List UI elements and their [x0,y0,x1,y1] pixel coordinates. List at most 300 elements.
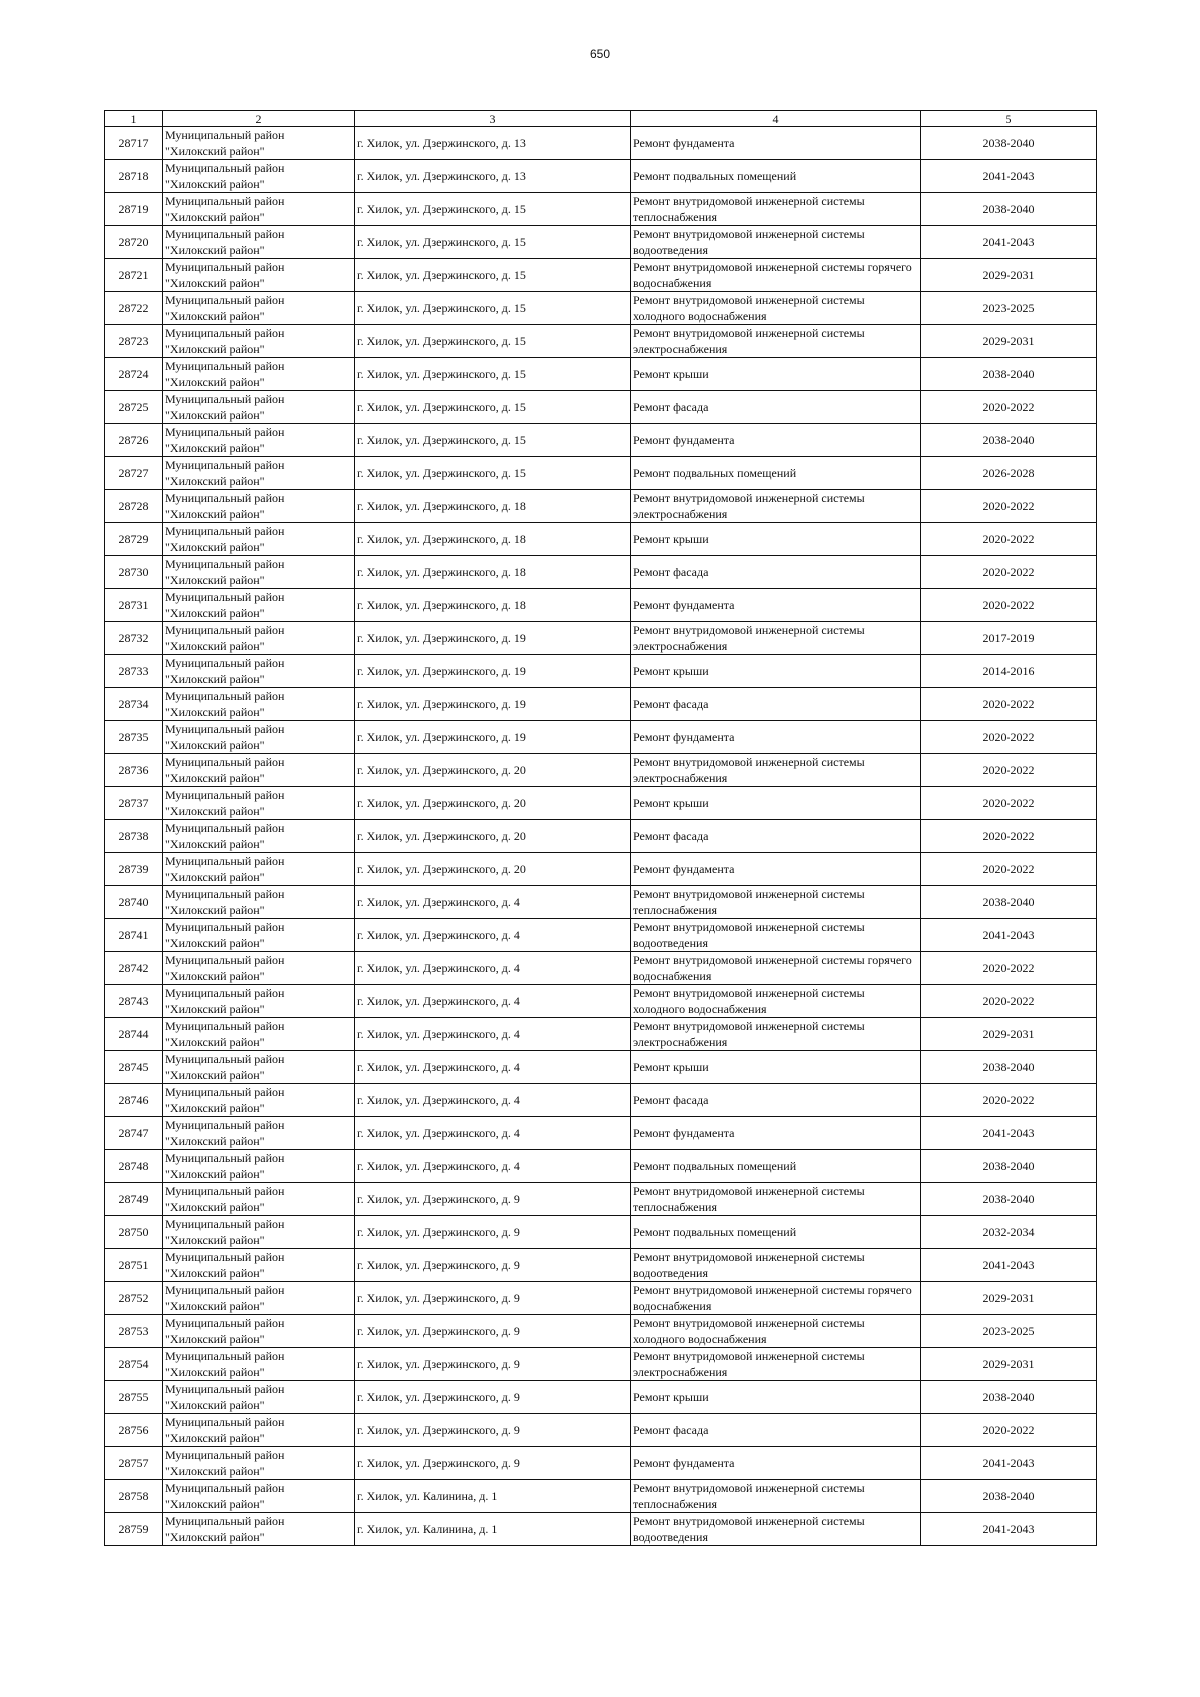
municipality-line-2: "Хилокский район" [165,1497,265,1511]
period-cell: 2014-2016 [921,655,1097,688]
period-cell: 2038-2040 [921,424,1097,457]
municipality-line-2: "Хилокский район" [165,1365,265,1379]
row-number-cell: 28735 [105,721,163,754]
municipality-line-2: "Хилокский район" [165,672,265,686]
municipality-cell [163,1348,355,1381]
work-type-cell: Ремонт внутридомовой инженерной системы водоотведения [631,919,921,952]
table-row [105,1018,1097,1051]
municipality-line-2: "Хилокский район" [165,1167,265,1181]
row-number-cell: 28730 [105,556,163,589]
municipality-cell [163,1216,355,1249]
address-cell: г. Хилок, ул. Калинина, д. 1 [355,1513,631,1546]
table-row [105,1447,1097,1480]
period-cell: 2041-2043 [921,919,1097,952]
row-number-cell: 28737 [105,787,163,820]
address-cell: г. Хилок, ул. Дзержинского, д. 19 [355,721,631,754]
row-number-cell: 28729 [105,523,163,556]
work-type-cell: Ремонт внутридомовой инженерной системы электроснабжения [631,490,921,523]
address-cell: г. Хилок, ул. Дзержинского, д. 4 [355,1084,631,1117]
work-type-cell: Ремонт фундамента [631,589,921,622]
row-number-cell: 28755 [105,1381,163,1414]
table-row [105,193,1097,226]
row-number-cell: 28725 [105,391,163,424]
municipality-line-2: "Хилокский район" [165,1002,265,1016]
municipality-line-1: Муниципальный район [165,1085,285,1099]
municipality-line-2: "Хилокский район" [165,837,265,851]
row-number-cell: 28722 [105,292,163,325]
municipality-line-2: "Хилокский район" [165,606,265,620]
municipality-cell [163,358,355,391]
address-cell: г. Хилок, ул. Дзержинского, д. 9 [355,1183,631,1216]
municipality-line-2: "Хилокский район" [165,804,265,818]
work-type-cell: Ремонт внутридомовой инженерной системы электроснабжения [631,325,921,358]
row-number-cell: 28733 [105,655,163,688]
row-number-cell: 28751 [105,1249,163,1282]
period-cell: 2041-2043 [921,1117,1097,1150]
period-cell: 2038-2040 [921,1051,1097,1084]
municipality-cell [163,226,355,259]
row-number-cell: 28720 [105,226,163,259]
municipality-cell [163,523,355,556]
table-row [105,292,1097,325]
municipality-line-2: "Хилокский район" [165,705,265,719]
work-type-cell: Ремонт фасада [631,556,921,589]
municipality-cell [163,1018,355,1051]
municipality-line-1: Муниципальный район [165,491,285,505]
period-cell: 2038-2040 [921,358,1097,391]
work-type-cell: Ремонт фасада [631,688,921,721]
municipality-cell [163,556,355,589]
address-cell: г. Хилок, ул. Дзержинского, д. 9 [355,1348,631,1381]
work-type-cell: Ремонт внутридомовой инженерной системы теплоснабжения [631,886,921,919]
municipality-cell [163,688,355,721]
table-row [105,556,1097,589]
municipality-cell [163,952,355,985]
period-cell: 2029-2031 [921,1018,1097,1051]
municipality-cell [163,1084,355,1117]
municipality-cell [163,457,355,490]
table-row [105,1051,1097,1084]
work-type-cell: Ремонт крыши [631,523,921,556]
address-cell: г. Хилок, ул. Дзержинского, д. 4 [355,1150,631,1183]
period-cell: 2038-2040 [921,1183,1097,1216]
work-type-cell: Ремонт внутридомовой инженерной системы горячего водоснабжения [631,1282,921,1315]
period-cell: 2020-2022 [921,589,1097,622]
address-cell: г. Хилок, ул. Дзержинского, д. 20 [355,853,631,886]
period-cell: 2038-2040 [921,127,1097,160]
municipality-cell [163,886,355,919]
period-cell: 2020-2022 [921,820,1097,853]
municipality-line-2: "Хилокский район" [165,144,265,158]
period-cell: 2020-2022 [921,721,1097,754]
municipality-cell [163,1183,355,1216]
work-type-cell: Ремонт фундамента [631,721,921,754]
municipality-cell [163,160,355,193]
address-cell: г. Хилок, ул. Дзержинского, д. 18 [355,556,631,589]
municipality-line-1: Муниципальный район [165,359,285,373]
address-cell: г. Хилок, ул. Дзержинского, д. 15 [355,457,631,490]
municipality-line-1: Муниципальный район [165,1415,285,1429]
municipality-line-1: Муниципальный район [165,1118,285,1132]
address-cell: г. Хилок, ул. Дзержинского, д. 18 [355,589,631,622]
municipality-line-2: "Хилокский район" [165,1299,265,1313]
row-number-cell: 28734 [105,688,163,721]
work-type-cell: Ремонт внутридомовой инженерной системы холодного водоснабжения [631,292,921,325]
table-header-row [105,111,1097,127]
period-cell: 2020-2022 [921,754,1097,787]
address-cell: г. Хилок, ул. Дзержинского, д. 15 [355,325,631,358]
work-type-cell: Ремонт фундамента [631,853,921,886]
municipality-line-1: Муниципальный район [165,1283,285,1297]
column-header: 2 [163,111,355,127]
municipality-line-1: Муниципальный район [165,755,285,769]
municipality-line-2: "Хилокский район" [165,1068,265,1082]
municipality-cell [163,1447,355,1480]
municipality-line-1: Муниципальный район [165,887,285,901]
municipality-cell [163,292,355,325]
municipality-line-2: "Хилокский район" [165,408,265,422]
municipality-line-2: "Хилокский район" [165,177,265,191]
municipality-line-2: "Хилокский район" [165,210,265,224]
address-cell: г. Хилок, ул. Дзержинского, д. 4 [355,985,631,1018]
municipality-cell [163,589,355,622]
period-cell: 2038-2040 [921,193,1097,226]
row-number-cell: 28732 [105,622,163,655]
table-row [105,1282,1097,1315]
period-cell: 2029-2031 [921,1282,1097,1315]
municipality-line-2: "Хилокский район" [165,342,265,356]
municipality-line-2: "Хилокский район" [165,936,265,950]
address-cell: г. Хилок, ул. Дзержинского, д. 9 [355,1249,631,1282]
municipality-cell [163,193,355,226]
municipality-cell [163,655,355,688]
municipality-line-1: Муниципальный район [165,656,285,670]
work-type-cell: Ремонт внутридомовой инженерной системы водоотведения [631,226,921,259]
row-number-cell: 28719 [105,193,163,226]
municipality-line-2: "Хилокский район" [165,1266,265,1280]
municipality-cell [163,1513,355,1546]
column-header: 5 [921,111,1097,127]
row-number-cell: 28727 [105,457,163,490]
row-number-cell: 28759 [105,1513,163,1546]
municipality-cell [163,1414,355,1447]
municipality-cell [163,787,355,820]
address-cell: г. Хилок, ул. Дзержинского, д. 4 [355,1018,631,1051]
period-cell: 2029-2031 [921,1348,1097,1381]
row-number-cell: 28757 [105,1447,163,1480]
municipality-line-1: Муниципальный район [165,128,285,142]
table-row [105,787,1097,820]
table-row [105,886,1097,919]
municipality-line-2: "Хилокский район" [165,639,265,653]
table-row [105,952,1097,985]
table-row [105,589,1097,622]
municipality-line-1: Муниципальный район [165,689,285,703]
municipality-line-2: "Хилокский район" [165,738,265,752]
period-cell: 2041-2043 [921,226,1097,259]
table-row [105,226,1097,259]
address-cell: г. Хилок, ул. Дзержинского, д. 20 [355,787,631,820]
municipality-line-2: "Хилокский район" [165,903,265,917]
address-cell: г. Хилок, ул. Дзержинского, д. 19 [355,655,631,688]
municipality-line-1: Муниципальный район [165,722,285,736]
table-row [105,1216,1097,1249]
address-cell: г. Хилок, ул. Дзержинского, д. 19 [355,622,631,655]
address-cell: г. Хилок, ул. Дзержинского, д. 4 [355,1117,631,1150]
municipality-cell [163,1381,355,1414]
municipality-line-2: "Хилокский район" [165,1101,265,1115]
municipality-line-1: Муниципальный район [165,1151,285,1165]
municipality-line-1: Муниципальный район [165,1514,285,1528]
work-type-cell: Ремонт фундамента [631,127,921,160]
municipality-cell [163,721,355,754]
table-row [105,622,1097,655]
address-cell: г. Хилок, ул. Дзержинского, д. 4 [355,1051,631,1084]
address-cell: г. Хилок, ул. Дзержинского, д. 13 [355,160,631,193]
municipality-line-1: Муниципальный район [165,1448,285,1462]
row-number-cell: 28748 [105,1150,163,1183]
period-cell: 2020-2022 [921,688,1097,721]
municipality-line-1: Муниципальный район [165,590,285,604]
row-number-cell: 28745 [105,1051,163,1084]
work-type-cell: Ремонт крыши [631,1381,921,1414]
municipality-cell [163,754,355,787]
period-cell: 2020-2022 [921,985,1097,1018]
period-cell: 2020-2022 [921,391,1097,424]
address-cell: г. Хилок, ул. Дзержинского, д. 15 [355,424,631,457]
row-number-cell: 28738 [105,820,163,853]
municipality-line-1: Муниципальный район [165,1217,285,1231]
work-type-cell: Ремонт внутридомовой инженерной системы электроснабжения [631,754,921,787]
period-cell: 2017-2019 [921,622,1097,655]
municipality-line-2: "Хилокский район" [165,474,265,488]
column-header: 3 [355,111,631,127]
table-row [105,325,1097,358]
table-row [105,160,1097,193]
period-cell: 2038-2040 [921,1480,1097,1513]
municipality-line-2: "Хилокский район" [165,573,265,587]
municipality-line-2: "Хилокский район" [165,1464,265,1478]
address-cell: г. Хилок, ул. Дзержинского, д. 15 [355,259,631,292]
address-cell: г. Хилок, ул. Дзержинского, д. 15 [355,358,631,391]
table-row [105,754,1097,787]
work-type-cell: Ремонт внутридомовой инженерной системы электроснабжения [631,1018,921,1051]
work-type-cell: Ремонт фасада [631,820,921,853]
municipality-line-1: Муниципальный район [165,227,285,241]
address-cell: г. Хилок, ул. Дзержинского, д. 18 [355,523,631,556]
municipality-line-1: Муниципальный район [165,392,285,406]
period-cell: 2020-2022 [921,952,1097,985]
address-cell: г. Хилок, ул. Дзержинского, д. 9 [355,1216,631,1249]
period-cell: 2029-2031 [921,325,1097,358]
municipality-cell [163,853,355,886]
municipality-line-1: Муниципальный район [165,1052,285,1066]
row-number-cell: 28742 [105,952,163,985]
row-number-cell: 28717 [105,127,163,160]
address-cell: г. Хилок, ул. Дзержинского, д. 18 [355,490,631,523]
row-number-cell: 28744 [105,1018,163,1051]
row-number-cell: 28731 [105,589,163,622]
municipality-cell [163,1315,355,1348]
table-row [105,424,1097,457]
work-type-cell: Ремонт внутридомовой инженерной системы теплоснабжения [631,1480,921,1513]
table-row [105,1150,1097,1183]
address-cell: г. Хилок, ул. Дзержинского, д. 20 [355,754,631,787]
row-number-cell: 28740 [105,886,163,919]
table-row [105,1183,1097,1216]
row-number-cell: 28747 [105,1117,163,1150]
municipality-cell [163,622,355,655]
period-cell: 2020-2022 [921,523,1097,556]
work-type-cell: Ремонт подвальных помещений [631,160,921,193]
municipality-line-1: Муниципальный район [165,161,285,175]
work-type-cell: Ремонт фасада [631,391,921,424]
row-number-cell: 28728 [105,490,163,523]
municipality-cell [163,1117,355,1150]
work-type-cell: Ремонт крыши [631,655,921,688]
table-row [105,1315,1097,1348]
table-row [105,1249,1097,1282]
period-cell: 2023-2025 [921,292,1097,325]
municipality-cell [163,127,355,160]
municipality-cell [163,820,355,853]
table-row [105,1381,1097,1414]
row-number-cell: 28736 [105,754,163,787]
municipality-line-1: Муниципальный район [165,1349,285,1363]
municipality-line-1: Муниципальный район [165,854,285,868]
municipality-line-1: Муниципальный район [165,458,285,472]
work-type-cell: Ремонт фундамента [631,1447,921,1480]
municipality-cell [163,259,355,292]
municipality-line-1: Муниципальный район [165,1382,285,1396]
row-number-cell: 28752 [105,1282,163,1315]
address-cell: г. Хилок, ул. Дзержинского, д. 9 [355,1282,631,1315]
row-number-cell: 28723 [105,325,163,358]
municipality-line-2: "Хилокский район" [165,1332,265,1346]
table-row [105,127,1097,160]
work-type-cell: Ремонт фундамента [631,1117,921,1150]
municipality-line-1: Муниципальный район [165,1250,285,1264]
municipality-line-1: Муниципальный район [165,953,285,967]
municipality-line-1: Муниципальный район [165,1481,285,1495]
address-cell: г. Хилок, ул. Дзержинского, д. 4 [355,952,631,985]
municipality-line-2: "Хилокский район" [165,870,265,884]
municipality-line-1: Муниципальный район [165,557,285,571]
municipality-line-2: "Хилокский район" [165,1134,265,1148]
table-row [105,1117,1097,1150]
row-number-cell: 28746 [105,1084,163,1117]
table-row [105,1513,1097,1546]
page-number: 650 [589,47,611,61]
municipality-line-2: "Хилокский район" [165,507,265,521]
row-number-cell: 28743 [105,985,163,1018]
row-number-cell: 28724 [105,358,163,391]
work-type-cell: Ремонт внутридомовой инженерной системы горячего водоснабжения [631,952,921,985]
address-cell: г. Хилок, ул. Калинина, д. 1 [355,1480,631,1513]
municipality-cell [163,919,355,952]
row-number-cell: 28726 [105,424,163,457]
row-number-cell: 28741 [105,919,163,952]
municipality-line-1: Муниципальный район [165,623,285,637]
period-cell: 2023-2025 [921,1315,1097,1348]
period-cell: 2038-2040 [921,886,1097,919]
municipality-line-1: Муниципальный район [165,194,285,208]
municipality-line-1: Муниципальный район [165,986,285,1000]
work-type-cell: Ремонт внутридомовой инженерной системы электроснабжения [631,622,921,655]
period-cell: 2029-2031 [921,259,1097,292]
period-cell: 2038-2040 [921,1381,1097,1414]
address-cell: г. Хилок, ул. Дзержинского, д. 9 [355,1414,631,1447]
period-cell: 2020-2022 [921,556,1097,589]
table-row [105,1480,1097,1513]
municipality-line-2: "Хилокский район" [165,1530,265,1544]
work-type-cell: Ремонт внутридомовой инженерной системы холодного водоснабжения [631,1315,921,1348]
work-type-cell: Ремонт крыши [631,787,921,820]
address-cell: г. Хилок, ул. Дзержинского, д. 9 [355,1447,631,1480]
municipality-line-2: "Хилокский район" [165,1035,265,1049]
work-type-cell: Ремонт внутридомовой инженерной системы теплоснабжения [631,1183,921,1216]
municipality-cell [163,490,355,523]
municipality-line-2: "Хилокский район" [165,276,265,290]
municipality-line-1: Муниципальный район [165,788,285,802]
row-number-cell: 28718 [105,160,163,193]
period-cell: 2032-2034 [921,1216,1097,1249]
address-cell: г. Хилок, ул. Дзержинского, д. 20 [355,820,631,853]
work-type-cell: Ремонт подвальных помещений [631,1216,921,1249]
table-row [105,358,1097,391]
table-row [105,523,1097,556]
municipality-line-2: "Хилокский район" [165,1398,265,1412]
municipality-line-2: "Хилокский район" [165,441,265,455]
table-row [105,1348,1097,1381]
municipality-line-1: Муниципальный район [165,1019,285,1033]
municipality-line-2: "Хилокский район" [165,243,265,257]
municipality-line-1: Муниципальный район [165,524,285,538]
municipality-line-2: "Хилокский район" [165,375,265,389]
municipality-cell [163,985,355,1018]
repair-schedule-table [104,110,1097,1546]
period-cell: 2041-2043 [921,1447,1097,1480]
table-row [105,688,1097,721]
table-row [105,259,1097,292]
work-type-cell: Ремонт подвальных помещений [631,457,921,490]
period-cell: 2041-2043 [921,1249,1097,1282]
municipality-cell [163,1150,355,1183]
work-type-cell: Ремонт фундамента [631,424,921,457]
table-row [105,919,1097,952]
municipality-line-1: Муниципальный район [165,1316,285,1330]
period-cell: 2041-2043 [921,160,1097,193]
row-number-cell: 28750 [105,1216,163,1249]
row-number-cell: 28758 [105,1480,163,1513]
column-header: 4 [631,111,921,127]
work-type-cell: Ремонт внутридомовой инженерной системы водоотведения [631,1249,921,1282]
address-cell: г. Хилок, ул. Дзержинского, д. 15 [355,292,631,325]
municipality-line-1: Муниципальный район [165,920,285,934]
municipality-line-2: "Хилокский район" [165,1431,265,1445]
address-cell: г. Хилок, ул. Дзержинского, д. 4 [355,919,631,952]
municipality-line-2: "Хилокский район" [165,1200,265,1214]
period-cell: 2026-2028 [921,457,1097,490]
table-row [105,853,1097,886]
work-type-cell: Ремонт фасада [631,1084,921,1117]
address-cell: г. Хилок, ул. Дзержинского, д. 9 [355,1381,631,1414]
table-row [105,655,1097,688]
row-number-cell: 28721 [105,259,163,292]
address-cell: г. Хилок, ул. Дзержинского, д. 15 [355,193,631,226]
municipality-line-2: "Хилокский район" [165,540,265,554]
table-body [105,127,1097,1546]
